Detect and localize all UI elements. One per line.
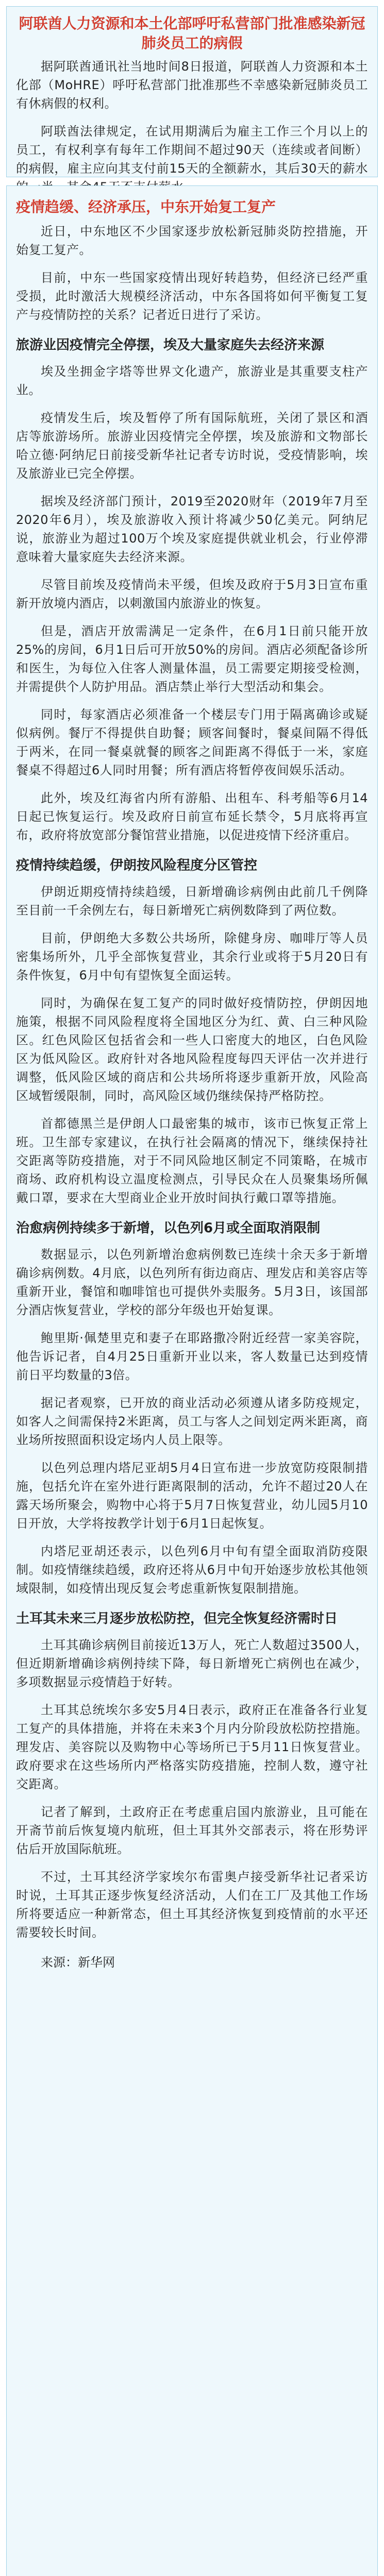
paragraph: 内塔尼亚胡还表示，以色列6月中旬有望全面取消防疫限制。如疫情继续趋缓，政府还将从6月中旬开始逐步放松其他领域限制，如疫情出现反复会考虑重新恢复限制措施。 [16, 1544, 368, 1596]
paragraph: 目前，伊朗绝大多数公共场所，除健身房、咖啡厅等人员密集场所外，几乎全部恢复营业，其余行业或将于5月20日有条件恢复，6月中旬有望恢复全面运转。 [16, 931, 368, 982]
paragraph: 目前，中东一些国家疫情出现好转趋势，但经济已经严重受损，此时激活大规模经济活动，中东各国将如何平衡复工复产与疫情防控的关系？记者近日进行了采访。 [16, 270, 368, 322]
headline-middle-east: 疫情趋缓、经济承压，中东开始复工复产 [16, 198, 276, 215]
paragraph: 据埃及经济部门预计，2019至2020财年（2019年7月至2020年6月），埃及旅游收入预计将减少50亿美元。阿纳尼说，旅游业为超过100万个埃及家庭提供就业机会，行业停滞意味着大量家庭失去经济来源。 [16, 494, 368, 564]
paragraph: 阿联酋法律规定，在试用期满后为雇主工作三个月以上的员工，有权利享有每年工作期间不超过90天（连续或者间断）的病假，雇主应向其支付前15天的全额薪水，其后30天的薪水 [16, 124, 368, 176]
news-block-uae-sick-leave [6, 6, 378, 177]
news-block-middle-east-resumption [6, 185, 378, 2576]
paragraph: 近日，中东地区不少国家逐步放松新冠肺炎防控措施，开始复工复产。 [16, 224, 368, 257]
source-credit: 来源：新华网 [41, 1955, 115, 1970]
paragraph: 同时，每家酒店必须准备一个楼层专门用于隔离确诊或疑似病例。餐厅不得提供自助餐；顾客间餐时，餐桌间隔不得低于两米，在同一餐桌就餐的顾客之间距离不得低于一米，家庭餐桌不得超过6人同时用餐；所有酒店将暂停夜间娱乐活动。 [16, 707, 368, 777]
paragraph: 记者了解到，土政府正在考虑重启国内旅游业，且可能在开斋节前后恢复境内航班，但土耳其外交部表示，将在形势评估后开放国际航班。 [16, 1805, 368, 1856]
paragraph: 同时，为确保在复工复产的同时做好疫情防控，伊朗因地施策，根据不同风险程度将全国地区分为红、黄、白三种风险区。红色风险区包括省会和一些人口密度大的地区，白色风险区为低风险区。政府针对各地风险程度每四天评估一次并进行调整，低风险区域的商店和公共场所将逐步重新开放，风险高区域暂缓限制，同时，高风险区域仍继续保持严格防控。 [16, 996, 368, 1103]
paragraph: 据记者观察，已开放的商业活动必须遵从诸多防疫规定，如客人之间需保持2米距离，员工与客人之间划定两米距离，商业场所按照面积设定场内人员上限等。 [16, 1396, 368, 1447]
paragraph: 不过，土耳其经济学家埃尔布雷奥卢接受新华社记者采访时说，土耳其正逐步恢复经济活动，人们在工厂及其他工作场所将要适应一种新常态，但土耳其经济恢复到疫情前的水平还需要较长时间。 [16, 1870, 368, 1940]
paragraph: 但是，酒店开放需满足一定条件，在6月1日前只能开放25%的房间，6月1日后可开放50%的房间。酒店必须配备诊所和医生，为每位入住客人测量体温，员工需要定期接受检测，并需提供个人防护用品。酒店禁止举行大型活动和集会。 [16, 624, 368, 694]
paragraph: 据阿联酋通讯社当地时间8日报道，阿联酋人力资源和本土化部（MoHRE）呼吁私营部门批准那些不幸感染新冠肺炎员工有休病假的权利。 [16, 59, 368, 111]
section-heading-iran: 疫情持续趋缓，伊朗按风险程度分区管控 [16, 858, 258, 873]
paragraph: 土耳其总统埃尔多安5月4日表示，政府正在准备各行业复工复产的具体措施，并将在未来3个月内分阶段放松防控措施。理发店、美容院以及购物中心等场所已于5月11日恢复营业。政府要求在这些场所内严格落实防疫措施，控制人数，遵守社交距离。 [16, 1703, 368, 1791]
section-heading-turkey: 土耳其未来三月逐步放松防控，但完全恢复经济需时日 [16, 1611, 338, 1626]
paragraph: 疫情发生后，埃及暂停了所有国际航班，关闭了景区和酒店等旅游场所。旅游业因疫情完全停摆，埃及旅游和文物部长哈立德·阿纳尼日前接受新华社记者专访时说，受疫情影响，埃及旅游业已完全停摆。 [16, 411, 368, 481]
paragraph: 鲍里斯·佩楚里克和妻子在耶路撒冷附近经营一家美容院，他告诉记者，自4月25日重新开业以来，客人数量已达到疫情前日平均数量的3倍。 [16, 1331, 368, 1382]
paragraph: 此外，埃及红海省内所有游船、出租车、科考船等6月14日起已恢复运行。埃及政府日前宣布延长禁令，5月底将再宣布，政府将放宽部分餐馆营业措施，以促进疫情下经济重启。 [16, 791, 368, 842]
paragraph: 首都德黑兰是伊朗人口最密集的城市，该市已恢复正常上班。卫生部专家建议，在执行社会隔离的情况下，继续保持社交距离等防疫措施，对于不同风险地区制定不同策略，在城市商场、政府机构设立温度检测点，引导民众在人员聚集场所佩戴口罩，要求在大型商业企业开放时间执行戴口罩等措施。 [16, 1116, 368, 1205]
paragraph: 数据显示，以色列新增治愈病例数已连续十余天多于新增确诊病例数。4月底，以色列所有街边商店、理发店和美容店等重新开业，餐馆和咖啡馆也可提供外卖服务。5月3日，该国部分酒店恢复营业，学校的部分年级也开始复课。 [16, 1247, 368, 1317]
paragraph: 埃及坐拥金字塔等世界文化遗产，旅游业是其重要支柱产业。 [16, 364, 368, 397]
paragraph: 以色列总理内塔尼亚胡5月4日宣布进一步放宽防疫限制措施，包括允许在室外进行距离限制的活动，允许不超过20人在露天场所聚会，购物中心将于5月7日恢复营业，幼儿园5月10日开放，大学将按教学计划于6月1日起恢复。 [16, 1461, 368, 1531]
section-heading-israel: 治愈病例持续多于新增，以色列6月或全面取消限制 [16, 1221, 321, 1236]
headline-uae: 阿联酋人力资源和本土化部呼吁私营部门批准感染新冠肺炎员工的病假 [19, 15, 365, 52]
paragraph: 伊朗近期疫情持续趋缓，日新增确诊病例由此前几千例降至目前一千余例左右，每日新增死亡病例数降到了两位数。 [16, 885, 368, 918]
paragraph: 尽管目前埃及疫情尚未平缓，但埃及政府于5月3日宣布重新开放境内酒店，以刺激国内旅游业的恢复。 [16, 578, 368, 611]
paragraph: 土耳其确诊病例目前接近13万人，死亡人数超过3500人，但近期新增确诊病例持续下降，每日新增死亡病例也在减少，多项数据显示疫情趋于好转。 [16, 1638, 368, 1689]
section-heading-egypt: 旅游业因疫情完全停摆，埃及大量家庭失去经济来源 [16, 337, 325, 353]
